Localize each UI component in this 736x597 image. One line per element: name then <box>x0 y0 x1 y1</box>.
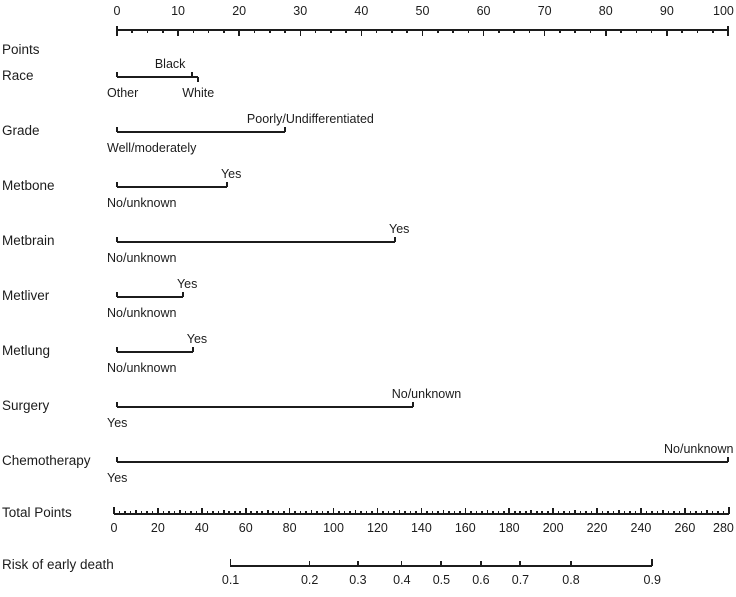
points-axis-tick <box>574 30 576 33</box>
total-points-axis-tick <box>635 511 637 514</box>
total-points-tick-label: 220 <box>586 521 608 535</box>
total-points-axis-tick <box>311 510 313 515</box>
points-axis-tick <box>544 30 546 36</box>
points-axis-tick <box>361 30 363 36</box>
category-label: No/unknown <box>391 387 462 401</box>
points-axis-tick <box>177 30 179 36</box>
total-points-axis-tick <box>668 511 670 514</box>
total-points-axis-tick <box>443 510 445 515</box>
points-axis-tick <box>529 30 531 33</box>
points-axis-tick <box>391 30 393 33</box>
total-points-axis-tick <box>476 511 478 514</box>
points-tick-label: 20 <box>232 4 247 18</box>
points-tick-label: 100 <box>713 4 734 18</box>
total-points-axis-tick <box>399 510 401 515</box>
points-axis-tick <box>620 30 622 33</box>
total-points-axis-tick <box>382 511 384 514</box>
total-points-axis-tick <box>487 510 489 515</box>
total-points-axis-tick <box>448 511 450 514</box>
total-points-tick-label: 140 <box>410 521 432 535</box>
total-points-axis-tick <box>690 511 692 514</box>
category-tick <box>182 292 184 297</box>
total-points-axis-tick <box>179 510 181 515</box>
total-points-axis-tick <box>289 508 291 514</box>
points-axis-tick <box>162 30 164 33</box>
variable-axis-line <box>117 131 285 133</box>
total-points-axis-tick <box>300 511 302 514</box>
points-axis-tick <box>254 30 256 33</box>
points-tick-label: 10 <box>171 4 185 18</box>
risk-axis-tick <box>440 561 442 566</box>
points-axis-tick <box>269 30 271 33</box>
risk-axis-tick <box>651 559 653 566</box>
total-points-tick-label: 200 <box>542 521 564 535</box>
points-axis-tick <box>284 30 286 33</box>
axis-endcap <box>727 26 729 30</box>
axis-endcap <box>728 507 730 514</box>
category-label: Well/moderately <box>107 141 197 155</box>
total-points-axis-tick <box>723 511 725 514</box>
category-label: No/unknown <box>107 306 177 320</box>
category-tick <box>191 72 193 77</box>
category-tick <box>197 77 199 82</box>
points-tick-label: 70 <box>537 4 552 18</box>
total-points-axis-tick <box>278 511 280 514</box>
variable-name: Grade <box>2 123 40 138</box>
total-points-axis-tick <box>618 510 620 515</box>
total-points-axis-tick <box>465 508 467 514</box>
total-points-axis-tick <box>223 510 225 515</box>
total-points-axis-tick <box>558 511 560 514</box>
total-points-axis-tick <box>454 511 456 514</box>
total-points-axis-tick <box>712 511 714 514</box>
total-points-axis-tick <box>207 511 209 514</box>
total-points-tick-label: 260 <box>674 521 696 535</box>
risk-tick-label: 0.3 <box>349 573 367 587</box>
points-axis-tick <box>376 30 378 33</box>
total-points-axis-tick <box>294 511 296 514</box>
total-points-axis-tick <box>536 511 538 514</box>
points-axis-tick <box>406 30 408 33</box>
total-points-tick-label: 120 <box>367 521 388 535</box>
total-points-axis-tick <box>163 511 165 514</box>
total-points-axis-tick <box>596 508 598 514</box>
points-axis-tick <box>483 30 485 36</box>
total-points-axis-tick <box>185 511 187 514</box>
risk-tick-label: 0.2 <box>300 573 319 587</box>
total-points-axis-tick <box>706 510 708 515</box>
category-label: Poorly/Undifferentiated <box>246 112 374 126</box>
total-points-axis-tick <box>519 511 521 514</box>
category-label: Yes <box>220 167 242 181</box>
total-points-axis-tick <box>717 511 719 514</box>
total-points-axis-tick <box>174 511 176 514</box>
total-points-axis-tick <box>366 511 368 514</box>
points-axis-tick <box>681 30 683 33</box>
total-points-axis-tick <box>388 511 390 514</box>
total-points-axis-tick <box>124 511 126 514</box>
risk-tick-label: 0.4 <box>393 573 411 587</box>
total-points-axis-tick <box>657 511 659 514</box>
total-points-tick-label: 100 <box>323 521 344 535</box>
total-points-axis-tick <box>283 511 285 514</box>
total-points-axis-tick <box>141 511 143 514</box>
points-axis-tick <box>208 30 210 33</box>
total-points-axis-tick <box>679 511 681 514</box>
points-axis-tick <box>651 30 653 33</box>
total-points-axis-tick <box>481 511 483 514</box>
total-points-axis-tick <box>261 511 263 514</box>
points-tick-label: 30 <box>293 4 308 18</box>
total-points-axis-tick <box>580 511 582 514</box>
variable-name: Surgery <box>2 398 50 413</box>
total-points-tick-label: 160 <box>454 521 476 535</box>
total-points-axis-tick <box>602 511 604 514</box>
category-label: White <box>182 86 215 100</box>
points-axis-tick <box>636 30 638 33</box>
category-label: Yes <box>176 277 198 291</box>
total-points-axis-tick <box>349 511 351 514</box>
axis-endcap <box>113 507 115 514</box>
total-points-axis-tick <box>152 511 154 514</box>
points-axis-tick <box>712 30 714 33</box>
total-points-axis-tick <box>410 511 412 514</box>
points-tick-label: 40 <box>354 4 369 18</box>
variable-name: Chemotherapy <box>2 453 91 468</box>
risk-tick-label: 0.1 <box>221 573 240 587</box>
total-points-axis-tick <box>591 511 593 514</box>
total-points-axis-tick <box>563 511 565 514</box>
category-label: No/unknown <box>107 196 177 210</box>
points-axis-tick <box>223 30 225 33</box>
total-points-axis-tick <box>239 511 241 514</box>
total-points-axis-tick <box>355 510 357 515</box>
category-label: No/unknown <box>107 251 177 265</box>
variable-name: Metbrain <box>2 233 55 248</box>
total-points-axis-tick <box>552 508 554 514</box>
total-points-axis-tick <box>250 511 252 514</box>
total-points-axis-tick <box>201 508 203 514</box>
variable-axis-line <box>117 186 227 188</box>
category-tick <box>116 347 118 352</box>
total-points-axis-tick <box>190 511 192 514</box>
total-points-axis-tick <box>530 510 532 515</box>
points-axis-tick <box>452 30 454 33</box>
risk-axis-tick <box>570 561 572 566</box>
risk-tick-label: 0.5 <box>432 573 451 587</box>
total-points-axis-tick <box>305 511 307 514</box>
category-tick <box>116 237 118 242</box>
total-points-tick-label: 20 <box>150 521 165 535</box>
category-label: Black <box>154 57 186 71</box>
axis-endcap <box>116 26 118 30</box>
category-tick <box>192 347 194 352</box>
total-points-axis-tick <box>646 511 648 514</box>
total-points-axis-tick <box>228 511 230 514</box>
risk-axis-tick <box>230 559 232 566</box>
variable-axis-line <box>117 351 193 353</box>
total-points-tick-label: 280 <box>713 521 734 535</box>
variable-axis-line <box>117 296 183 298</box>
risk-axis-tick <box>480 561 482 566</box>
total-points-axis-tick <box>673 511 675 514</box>
total-points-axis-tick <box>360 511 362 514</box>
total-points-axis-tick <box>569 511 571 514</box>
points-tick-label: 90 <box>659 4 674 18</box>
variable-name: Metliver <box>2 288 50 303</box>
total-points-axis-tick <box>437 511 439 514</box>
points-axis-tick <box>437 30 439 33</box>
points-tick-label: 80 <box>598 4 613 18</box>
total-points-axis-tick <box>426 511 428 514</box>
total-points-axis-tick <box>607 511 609 514</box>
total-points-axis-tick <box>541 511 543 514</box>
category-tick <box>226 182 228 187</box>
total-points-axis-tick <box>498 511 500 514</box>
total-points-axis-tick <box>503 511 505 514</box>
total-points-axis-tick <box>157 508 159 514</box>
points-axis-tick <box>697 30 699 33</box>
total-points-axis-tick <box>377 508 379 514</box>
total-points-axis-tick <box>256 511 258 514</box>
category-label: Yes <box>186 332 208 346</box>
points-axis-tick <box>193 30 195 33</box>
category-tick <box>116 402 118 407</box>
total-points-axis-tick <box>514 511 516 514</box>
points-tick-label: 60 <box>476 4 491 18</box>
risk-axis-title: Risk of early death <box>2 557 114 572</box>
risk-tick-label: 0.8 <box>562 573 580 587</box>
variable-axis-line <box>117 406 413 408</box>
total-points-axis-tick <box>338 511 340 514</box>
points-axis-tick <box>605 30 607 36</box>
total-points-tick-label: 180 <box>498 521 520 535</box>
total-points-axis-tick <box>640 508 642 514</box>
total-points-axis-tick <box>135 510 137 515</box>
total-points-axis-tick <box>662 510 664 515</box>
total-points-axis-tick <box>212 511 214 514</box>
total-points-axis-tick <box>470 511 472 514</box>
category-tick <box>727 457 729 462</box>
total-points-axis-tick <box>508 508 510 514</box>
total-points-axis-tick <box>146 511 148 514</box>
category-label: No/unknown <box>664 442 734 456</box>
points-axis-tick <box>300 30 302 36</box>
risk-tick-label: 0.7 <box>511 573 530 587</box>
points-axis-tick <box>422 30 424 36</box>
variable-axis-line <box>117 241 395 243</box>
risk-tick-label: 0.6 <box>472 573 490 587</box>
variable-axis-line <box>117 461 728 463</box>
points-axis-tick <box>147 30 149 33</box>
category-tick <box>116 292 118 297</box>
points-axis-tick <box>666 30 668 36</box>
total-points-axis-title: Total Points <box>2 505 72 520</box>
total-points-axis-tick <box>168 511 170 514</box>
risk-axis-tick <box>309 561 311 566</box>
total-points-tick-label: 80 <box>282 521 297 535</box>
total-points-axis-tick <box>234 511 236 514</box>
total-points-axis-tick <box>547 511 549 514</box>
risk-axis-tick <box>519 561 521 566</box>
category-tick <box>412 402 414 407</box>
total-points-axis-tick <box>267 510 269 515</box>
total-points-axis-tick <box>327 511 329 514</box>
total-points-axis-tick <box>196 511 198 514</box>
total-points-axis-tick <box>393 511 395 514</box>
points-axis-tick <box>513 30 515 33</box>
total-points-axis-tick <box>371 511 373 514</box>
total-points-axis-tick <box>316 511 318 514</box>
total-points-axis-tick <box>701 511 703 514</box>
category-tick <box>284 127 286 132</box>
points-axis-tick <box>559 30 561 33</box>
points-axis-tick <box>116 30 118 36</box>
total-points-tick-label: 60 <box>238 521 253 535</box>
category-label: Yes <box>107 416 128 430</box>
total-points-axis-tick <box>684 508 686 514</box>
total-points-axis-tick <box>344 511 346 514</box>
points-axis-tick <box>238 30 240 36</box>
points-axis-tick <box>727 30 729 36</box>
points-axis-title: Points <box>2 42 40 57</box>
total-points-axis-tick <box>574 510 576 515</box>
total-points-tick-label: 240 <box>630 521 652 535</box>
category-tick <box>116 127 118 132</box>
category-tick <box>394 237 396 242</box>
total-points-axis-tick <box>415 511 417 514</box>
total-points-axis-tick <box>585 511 587 514</box>
variable-name: Race <box>2 68 34 83</box>
category-tick <box>116 182 118 187</box>
points-tick-label: 50 <box>415 4 430 18</box>
total-points-axis-tick <box>629 511 631 514</box>
variable-name: Metlung <box>2 343 51 358</box>
points-axis-tick <box>468 30 470 33</box>
total-points-axis-tick <box>624 511 626 514</box>
total-points-axis-tick <box>322 511 324 514</box>
category-label: Other <box>107 86 139 100</box>
total-points-axis-tick <box>218 511 220 514</box>
total-points-axis-tick <box>492 511 494 514</box>
total-points-axis-tick <box>525 511 527 514</box>
category-tick <box>116 457 118 462</box>
total-points-axis-tick <box>119 511 121 514</box>
total-points-axis-tick <box>651 511 653 514</box>
total-points-axis-tick <box>432 511 434 514</box>
points-axis-tick <box>590 30 592 33</box>
points-axis-tick <box>498 30 500 33</box>
risk-axis-tick <box>401 561 403 566</box>
points-axis-tick <box>330 30 332 33</box>
total-points-axis-tick <box>695 511 697 514</box>
total-points-axis-tick <box>245 508 247 514</box>
total-points-tick-label: 0 <box>110 521 118 535</box>
total-points-axis-tick <box>459 511 461 514</box>
points-axis-tick <box>315 30 317 33</box>
risk-axis-tick <box>357 561 359 566</box>
total-points-axis-tick <box>421 508 423 514</box>
category-tick <box>116 72 118 77</box>
points-axis-tick <box>345 30 347 33</box>
total-points-axis-tick <box>130 511 132 514</box>
variable-axis-line <box>117 76 198 78</box>
variable-name: Metbone <box>2 178 55 193</box>
total-points-axis-tick <box>404 511 406 514</box>
category-label: Yes <box>107 471 128 485</box>
risk-tick-label: 0.9 <box>643 573 661 587</box>
points-axis-tick <box>131 30 133 33</box>
category-label: Yes <box>389 222 410 236</box>
total-points-axis-tick <box>272 511 274 514</box>
total-points-axis-tick <box>613 511 615 514</box>
category-label: No/unknown <box>107 361 177 375</box>
total-points-axis-tick <box>333 508 335 514</box>
total-points-tick-label: 40 <box>194 521 209 535</box>
points-tick-label: 0 <box>113 4 121 18</box>
